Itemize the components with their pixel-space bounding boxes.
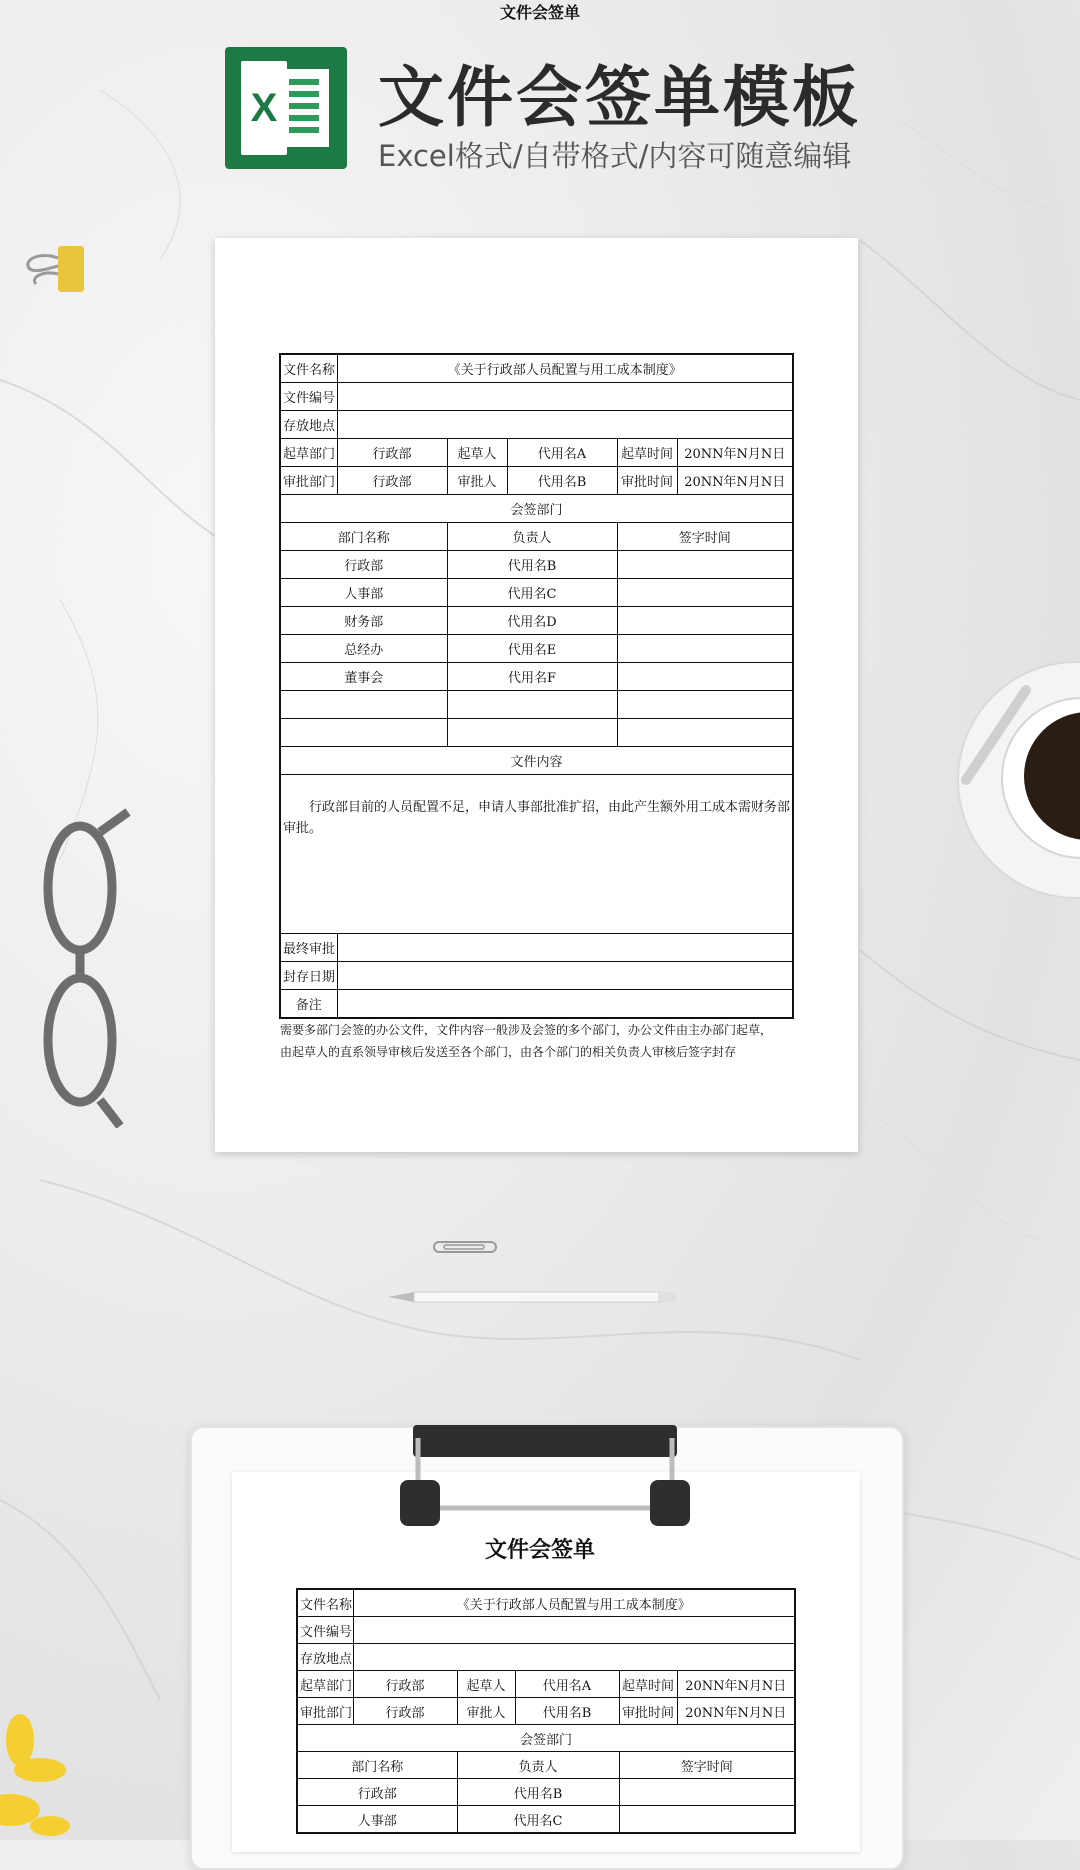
- table-row: [297, 1725, 795, 1752]
- file-number-value[interactable]: [353, 1617, 795, 1644]
- approve-time-label: 审批时间: [617, 467, 677, 495]
- countersign-form-table: [279, 353, 794, 1019]
- dept-cell[interactable]: 人事部: [297, 1806, 457, 1834]
- person-cell[interactable]: 代用名B: [447, 551, 617, 579]
- final-approval-label: 最终审批: [280, 934, 337, 962]
- drafter-value[interactable]: 代用名A: [515, 1671, 619, 1698]
- sign-time-cell[interactable]: [617, 551, 793, 579]
- table-row: [280, 990, 793, 1019]
- dept-cell[interactable]: [280, 691, 447, 719]
- person-cell[interactable]: 代用名C: [457, 1806, 619, 1834]
- sign-time-cell[interactable]: [619, 1806, 795, 1834]
- table-row: [280, 719, 793, 747]
- table-row: [297, 1698, 795, 1725]
- approve-dept-label: 审批部门: [297, 1698, 353, 1725]
- paperclip-icon: [432, 1240, 498, 1254]
- sign-time-cell[interactable]: [619, 1779, 795, 1806]
- column-header-sign-time: 签字时间: [619, 1752, 795, 1779]
- document-note: [280, 1019, 800, 1063]
- approve-dept-value[interactable]: 行政部: [353, 1698, 457, 1725]
- column-header-dept: 部门名称: [297, 1752, 457, 1779]
- clipboard-document-title: 文件会签单: [484, 1537, 595, 1563]
- remarks-value[interactable]: [337, 990, 793, 1019]
- person-cell[interactable]: 代用名C: [447, 579, 617, 607]
- countersign-section-heading: 会签部门: [297, 1725, 795, 1752]
- note-line: 由起草人的直系领导审核后发送至各个部门，由各个部门的相关负责人审核后签字封存: [280, 1045, 737, 1059]
- table-row: [297, 1671, 795, 1698]
- table-row: [297, 1806, 795, 1834]
- person-cell[interactable]: 代用名E: [447, 635, 617, 663]
- table-row: [297, 1779, 795, 1806]
- file-name-label: 文件名称: [280, 354, 337, 383]
- drafter-label: 起草人: [447, 439, 507, 467]
- person-cell[interactable]: 代用名D: [447, 607, 617, 635]
- table-row: [297, 1617, 795, 1644]
- table-row: [280, 551, 793, 579]
- column-header-person: 负责人: [447, 523, 617, 551]
- person-cell[interactable]: 代用名F: [447, 663, 617, 691]
- approve-time-value[interactable]: 20NN年N月N日: [677, 467, 793, 495]
- draft-dept-label: 起草部门: [280, 439, 337, 467]
- sign-time-cell[interactable]: [617, 635, 793, 663]
- dept-cell[interactable]: 行政部: [297, 1779, 457, 1806]
- file-number-value[interactable]: [337, 383, 793, 411]
- storage-label: 存放地点: [280, 411, 337, 439]
- table-row: [280, 635, 793, 663]
- draft-time-value[interactable]: 20NN年N月N日: [677, 1671, 795, 1698]
- table-header-row: [297, 1752, 795, 1779]
- file-number-label: 文件编号: [297, 1617, 353, 1644]
- table-row: [280, 962, 793, 990]
- draft-time-label: 起草时间: [619, 1671, 677, 1698]
- note-line: 需要多部门会签的办公文件，文件内容一般涉及会签的多个部门，办公文件由主办部门起草，: [280, 1023, 773, 1037]
- storage-label: 存放地点: [297, 1644, 353, 1671]
- page-subtitle: Excel格式/自带格式/内容可随意编辑: [378, 139, 852, 173]
- draft-time-label: 起草时间: [617, 439, 677, 467]
- table-header-row: [280, 523, 793, 551]
- table-row: [280, 663, 793, 691]
- column-header-sign-time: 签字时间: [617, 523, 793, 551]
- draft-time-value[interactable]: 20NN年N月N日: [677, 439, 793, 467]
- seal-date-value[interactable]: [337, 962, 793, 990]
- dept-cell[interactable]: 董事会: [280, 663, 447, 691]
- person-cell[interactable]: [447, 691, 617, 719]
- content-cell[interactable]: [280, 775, 793, 934]
- table-row: [280, 467, 793, 495]
- dept-cell[interactable]: 财务部: [280, 607, 447, 635]
- draft-dept-value[interactable]: 行政部: [337, 439, 447, 467]
- table-row: [280, 747, 793, 775]
- sign-time-cell[interactable]: [617, 719, 793, 747]
- person-cell[interactable]: [447, 719, 617, 747]
- sign-time-cell[interactable]: [617, 663, 793, 691]
- approver-value[interactable]: 代用名B: [515, 1698, 619, 1725]
- approver-label: 审批人: [447, 467, 507, 495]
- approve-dept-value[interactable]: 行政部: [337, 467, 447, 495]
- draft-dept-label: 起草部门: [297, 1671, 353, 1698]
- column-header-person: 负责人: [457, 1752, 619, 1779]
- column-header-dept: 部门名称: [280, 523, 447, 551]
- table-row: [280, 579, 793, 607]
- storage-value[interactable]: [353, 1644, 795, 1671]
- approver-value[interactable]: 代用名B: [507, 467, 617, 495]
- binder-clip-icon: [22, 244, 86, 294]
- content-section-heading: 文件内容: [280, 747, 793, 775]
- eyeglasses-icon: [40, 808, 140, 1128]
- clipboard-form-table: [296, 1588, 796, 1834]
- seal-date-label: 封存日期: [280, 962, 337, 990]
- table-row: [280, 383, 793, 411]
- coffee-cup-icon: [956, 660, 1080, 910]
- table-row: [297, 1589, 795, 1617]
- draft-dept-value[interactable]: 行政部: [353, 1671, 457, 1698]
- document-title: 文件会签单: [499, 3, 580, 22]
- dept-cell[interactable]: 人事部: [280, 579, 447, 607]
- countersign-section-heading: 会签部门: [280, 495, 793, 523]
- excel-logo-letter: X: [250, 85, 278, 130]
- storage-value[interactable]: [337, 411, 793, 439]
- file-name-label: 文件名称: [297, 1589, 353, 1617]
- approve-time-label: 审批时间: [619, 1698, 677, 1725]
- table-row: [280, 354, 793, 383]
- sign-time-cell[interactable]: [617, 579, 793, 607]
- approve-dept-label: 审批部门: [280, 467, 337, 495]
- dept-cell[interactable]: [280, 719, 447, 747]
- table-row: [280, 411, 793, 439]
- dept-cell[interactable]: 总经办: [280, 635, 447, 663]
- dept-cell[interactable]: 行政部: [280, 551, 447, 579]
- file-name-value[interactable]: 《关于行政部人员配置与用工成本制度》: [353, 1589, 795, 1617]
- person-cell[interactable]: 代用名B: [457, 1779, 619, 1806]
- drafter-label: 起草人: [457, 1671, 515, 1698]
- excel-logo-icon: [225, 47, 347, 169]
- table-row: [280, 934, 793, 962]
- clipboard-clip-icon: [400, 1438, 690, 1526]
- pencil-icon: [388, 1290, 678, 1304]
- page-title: 文件会签单模板: [378, 59, 861, 136]
- approve-time-value[interactable]: 20NN年N月N日: [677, 1698, 795, 1725]
- table-row: [280, 439, 793, 467]
- drafter-value[interactable]: 代用名A: [507, 439, 617, 467]
- sign-time-cell[interactable]: [617, 691, 793, 719]
- file-number-label: 文件编号: [280, 383, 337, 411]
- table-row: [297, 1644, 795, 1671]
- table-row: [280, 607, 793, 635]
- approver-label: 审批人: [457, 1698, 515, 1725]
- content-text: 行政部目前的人员配置不足，申请人事部批准扩招，由此产生额外用工成本需财务部审批。: [283, 800, 791, 836]
- table-row: [280, 775, 793, 934]
- sign-time-cell[interactable]: [617, 607, 793, 635]
- final-approval-value[interactable]: [337, 934, 793, 962]
- remarks-label: 备注: [280, 990, 337, 1019]
- flower-icon: [0, 1700, 90, 1840]
- table-row: [280, 495, 793, 523]
- file-name-value[interactable]: 《关于行政部人员配置与用工成本制度》: [337, 354, 793, 383]
- table-row: [280, 691, 793, 719]
